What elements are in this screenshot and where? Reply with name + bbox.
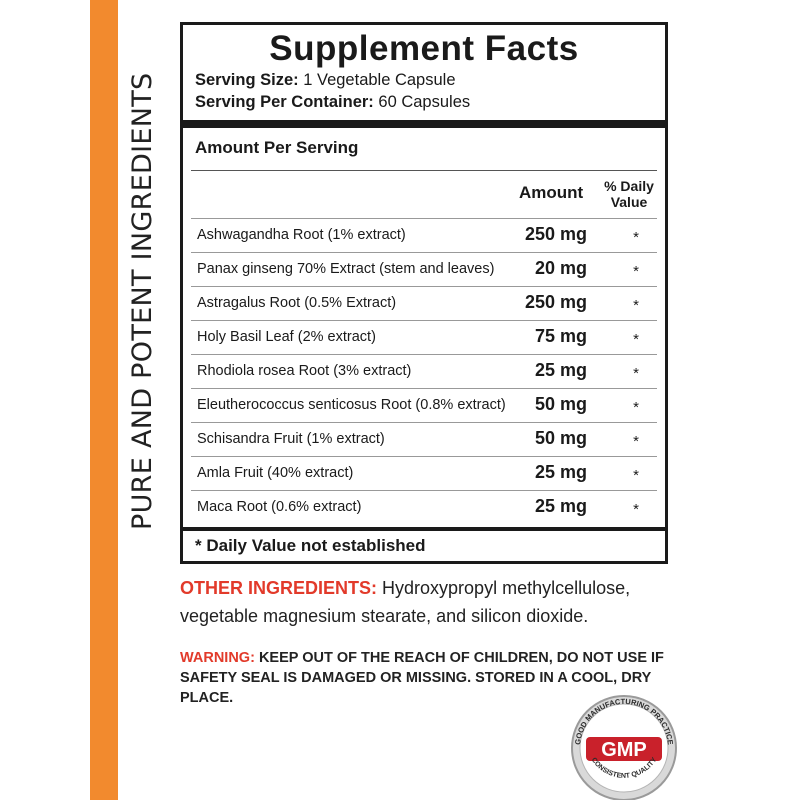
amount-per-serving-heading: Amount Per Serving — [195, 138, 359, 157]
ingredient-amount: 25 mg — [534, 360, 587, 380]
serving-size-line — [195, 71, 456, 90]
other-ingredients — [180, 574, 680, 630]
ingredient-name: Maca Root (0.6% extract) — [197, 499, 362, 515]
ingredient-row — [191, 422, 657, 457]
orange-accent-bar — [90, 0, 118, 800]
seal-center-text: GMP — [601, 739, 647, 761]
daily-value-footnote: * Daily Value not established — [195, 536, 426, 555]
seal-top-arc-text: GOOD MANUFACTURING PRACTICE — [573, 696, 675, 746]
ingredient-row — [191, 354, 657, 389]
servings-per-container-line — [195, 93, 470, 112]
serving-size-label: Serving Size: — [195, 71, 299, 89]
ingredient-amount: 50 mg — [534, 394, 587, 414]
gmp-seal-icon — [566, 690, 682, 800]
ingredient-row — [191, 286, 657, 321]
ingredient-amount: 250 mg — [524, 292, 587, 312]
thick-divider — [183, 120, 665, 128]
ingredient-amount: 20 mg — [534, 258, 587, 278]
bottom-divider — [183, 527, 665, 531]
daily-value-header-line2: Value — [610, 194, 648, 210]
ingredient-daily-value: * — [633, 433, 639, 450]
ingredient-daily-value: * — [633, 331, 639, 348]
supplement-facts-panel — [180, 22, 668, 564]
warning-text: KEEP OUT OF THE REACH OF CHILDREN, DO NOT USE IF SAFETY SEAL IS DAMAGED OR MISSING. STORED IN A COOL, DRY PLACE. — [180, 650, 664, 706]
ingredient-row — [191, 218, 657, 253]
ingredient-amount: 25 mg — [534, 496, 587, 516]
header-divider — [191, 170, 657, 171]
ingredient-row — [191, 456, 657, 491]
daily-value-header-line1: % Daily — [604, 178, 654, 194]
ingredient-name: Ashwagandha Root (1% extract) — [197, 227, 406, 243]
ingredient-daily-value: * — [633, 263, 639, 280]
side-tagline: PURE AND POTENT INGREDIENTS — [127, 72, 158, 530]
seal-bottom-arc-text: CONSISTENT QUALITY — [589, 756, 659, 780]
warning-label: WARNING: — [180, 650, 255, 666]
other-ingredients-label: OTHER INGREDIENTS: — [180, 578, 378, 598]
ingredient-name: Holy Basil Leaf (2% extract) — [197, 329, 376, 345]
ingredient-name: Eleutherococcus senticosus Root (0.8% extract) — [197, 397, 506, 413]
other-ingredients-text: Hydroxypropyl methylcellulose, vegetable magnesium stearate, and silicon dioxide. — [180, 578, 631, 626]
ingredient-name: Schisandra Fruit (1% extract) — [197, 431, 385, 447]
ingredient-name: Amla Fruit (40% extract) — [197, 465, 354, 481]
ingredient-amount: 250 mg — [524, 224, 587, 244]
ingredient-row — [191, 388, 657, 423]
ingredient-amount: 75 mg — [534, 326, 587, 346]
ingredient-row — [191, 252, 657, 287]
ingredient-daily-value: * — [633, 501, 639, 518]
ingredient-amount: 50 mg — [534, 428, 587, 448]
facts-title: Supplement Facts — [269, 29, 579, 68]
amount-column-header: Amount — [519, 183, 584, 202]
ingredient-daily-value: * — [633, 297, 639, 314]
ingredient-name: Astragalus Root (0.5% Extract) — [197, 295, 397, 311]
servings-label: Serving Per Container: — [195, 93, 374, 111]
ingredient-daily-value: * — [633, 229, 639, 246]
ingredient-name: Panax ginseng 70% Extract (stem and leaves) — [197, 261, 495, 277]
ingredient-row — [191, 320, 657, 355]
ingredient-row — [191, 490, 657, 525]
ingredient-daily-value: * — [633, 365, 639, 382]
servings-value: 60 Capsules — [378, 93, 471, 111]
ingredient-name: Rhodiola rosea Root (3% extract) — [197, 363, 412, 379]
daily-value-column-header — [597, 178, 661, 210]
ingredient-daily-value: * — [633, 399, 639, 416]
serving-size-value: 1 Vegetable Capsule — [303, 71, 456, 89]
ingredient-daily-value: * — [633, 467, 639, 484]
ingredient-amount: 25 mg — [534, 462, 587, 482]
